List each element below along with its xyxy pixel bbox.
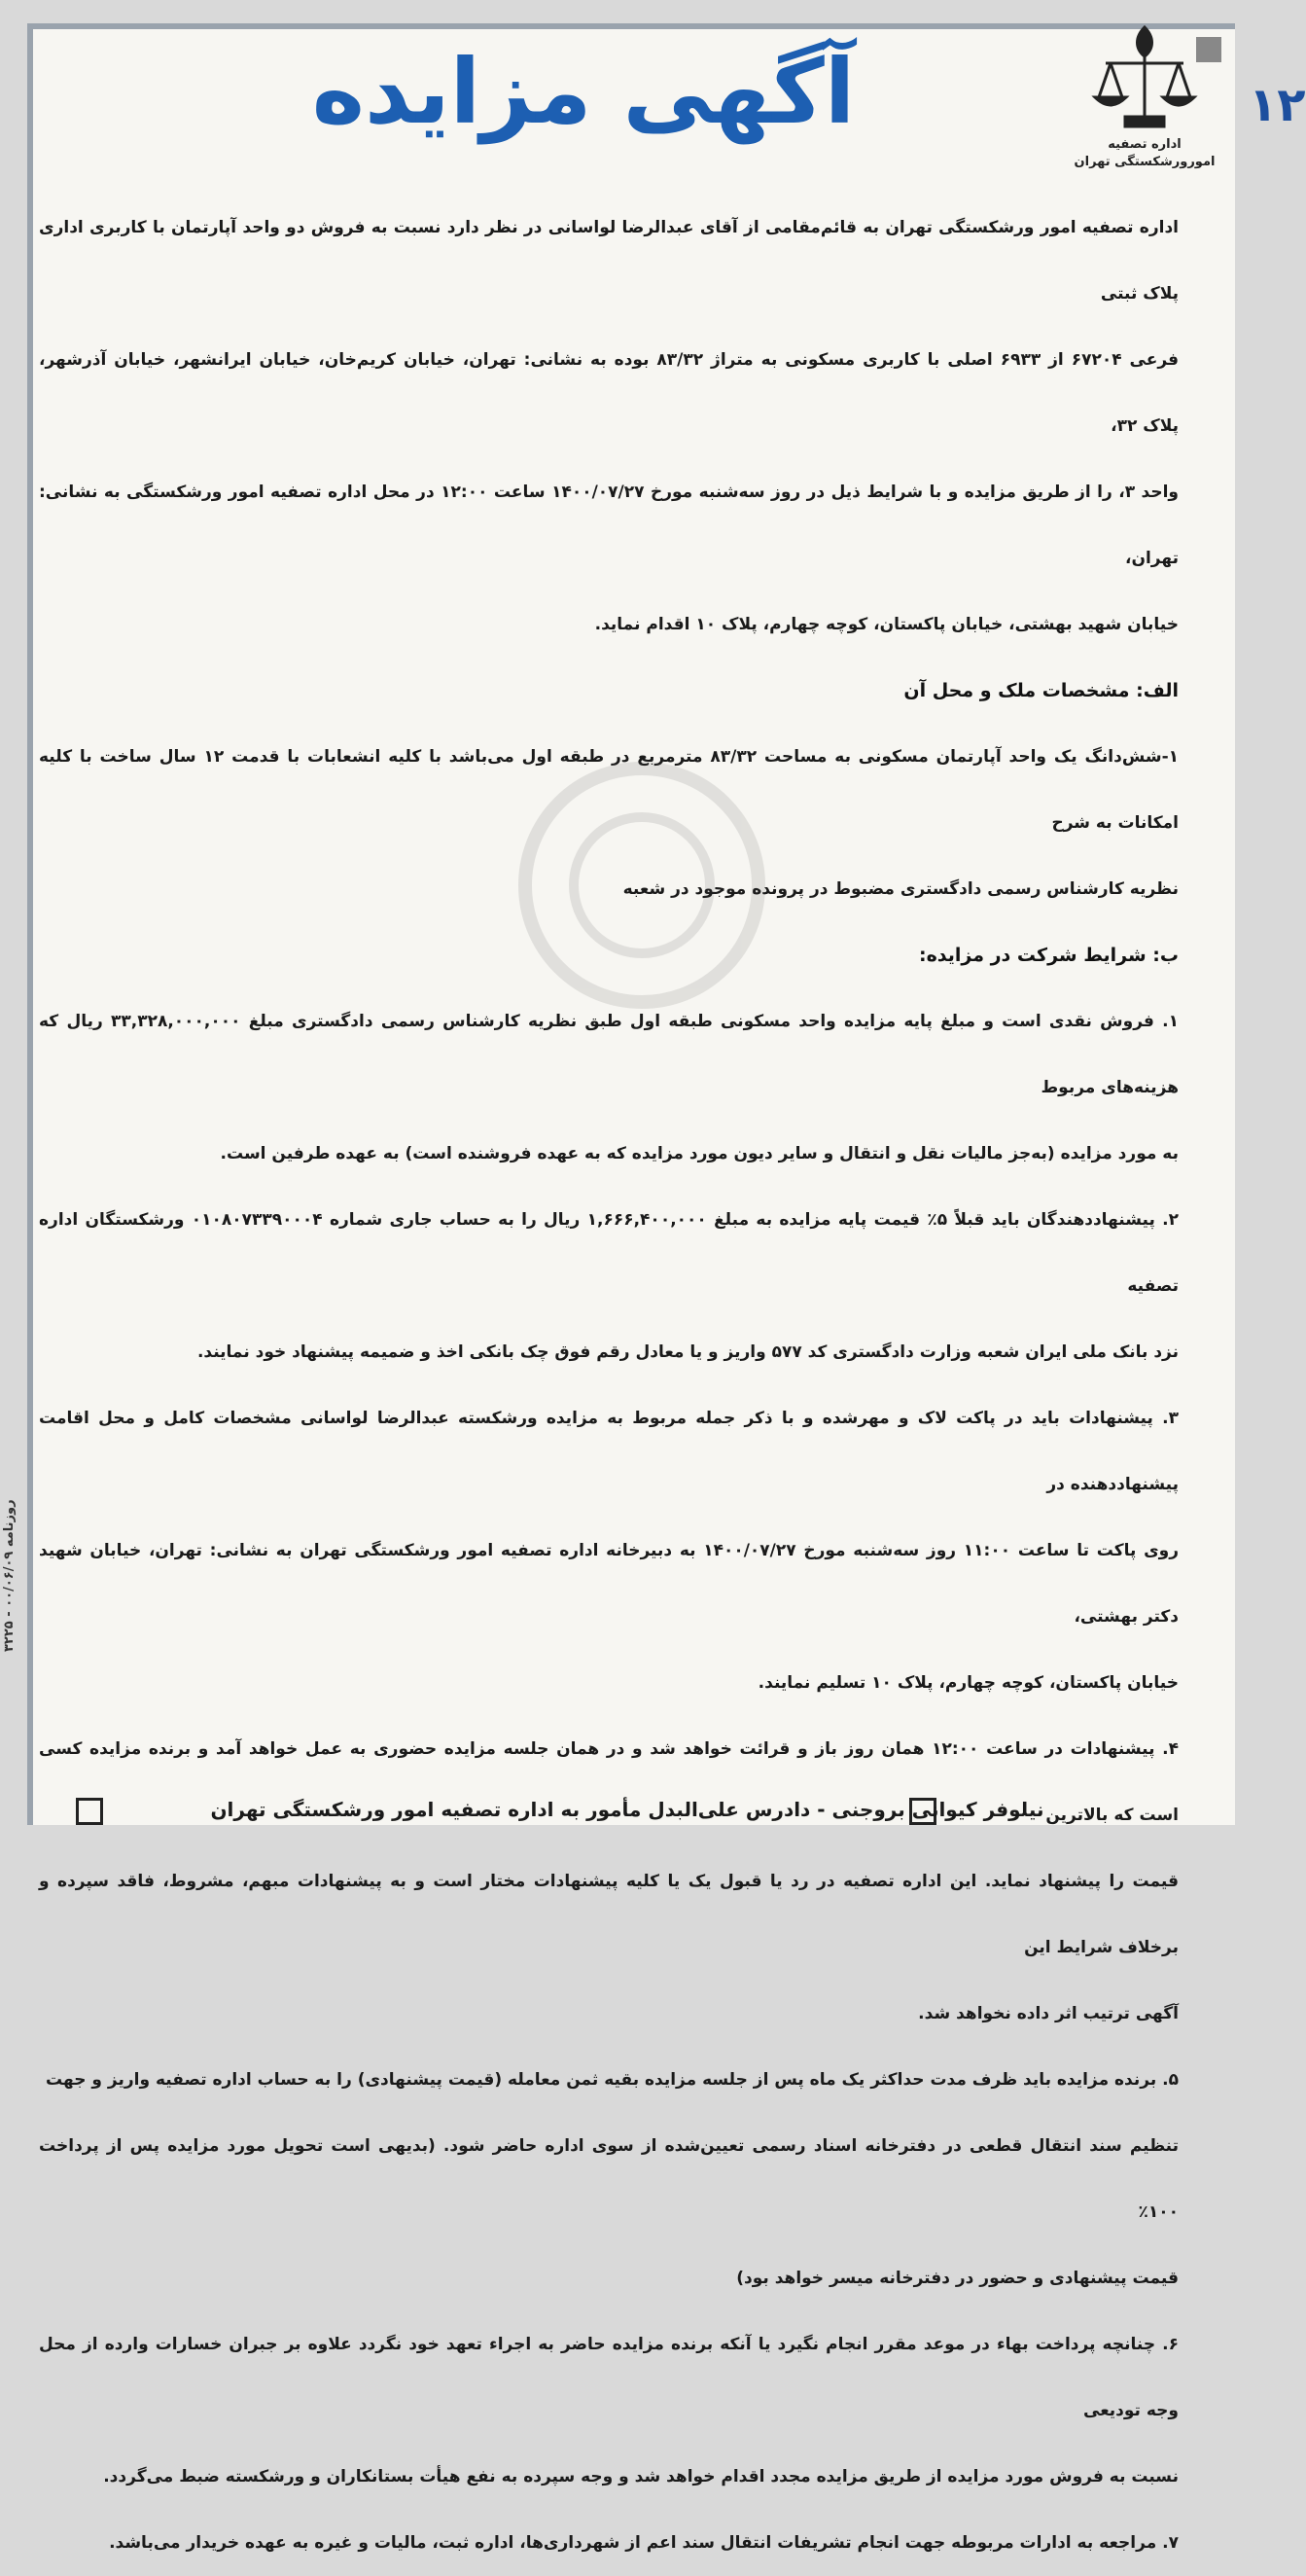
condition-4-line-2: قیمت را پیشنهاد نماید. این اداره تصفیه در رد یا قبول یک یا کلیه پیشنهادات مختار است و به پیشنهادات مبهم، مشروط، فاقد سپرده و برخلاف شرایط این <box>39 1872 1179 1957</box>
judiciary-logo <box>1072 19 1218 185</box>
notice-body <box>39 195 1179 2576</box>
intro-line-2: فرعی ۶۷۲۰۴ از ۶۹۳۳ اصلی با کاربری مسکونی به متراژ ۸۳/۳۲ بوده به نشانی: تهران، خیابان کریم‌خان، خیابان ایرانشهر، خیابان آذرشهر، پلاک ۳۲، <box>39 350 1180 436</box>
condition-5-line-2: تنظیم سند انتقال قطعی در دفترخانه اسناد رسمی تعیین‌شده از سوی اداره حاضر شود. (بدیهی است تحویل مورد مزایده پس از پرداخت ۱۰۰٪ <box>39 2136 1179 2222</box>
condition-2-line-2: نزد بانک ملی ایران شعبه وزارت دادگستری کد ۵۷۷ واریز و یا معادل رقم فوق چک بانکی اخذ و ضمیمه پیشنهاد خود نمایند. <box>196 1342 1179 1362</box>
condition-5-line-1: ۵. برنده مزایده باید ظرف مدت حداکثر یک ماه پس از جلسه مزایده بقیه ثمن معامله (قیمت پیشنهادی) را به حساب اداره تصفیه واریز و جهت <box>46 2070 1179 2090</box>
section-a-line-1: ۱-شش‌دانگ یک واحد آپارتمان مسکونی به مساحت ۸۳/۳۲ مترمربع در طبقه اول می‌باشد با کلیه انشعابات با قدمت ۱۲ سال ساخت با کلیه امکانات به شرح <box>39 747 1180 833</box>
condition-3-line-1: ۳. پیشنهادات باید در پاکت لاک و مهرشده و با ذکر جمله مربوط به مزایده ورشکسته عبدالرضا لواسانی مشخصات کامل و محل اقامت پیشنهاددهنده در <box>39 1409 1179 1494</box>
condition-2-line-1: ۲. پیشنهاددهندگان باید قبلاً ۵٪ قیمت پایه مزایده به مبلغ ۱,۶۶۶,۴۰۰,۰۰۰ ریال را به حساب جاری شماره ۰۱۰۸۰۷۳۳۹۰۰۰۴ ورشکستگان اداره تصفیه <box>39 1210 1179 1296</box>
condition-4-line-1: ۴. پیشنهادات در ساعت ۱۲:۰۰ همان روز باز و قرائت خواهد شد و در همان جلسه مزایده حضوری به عمل خواهد آمد و برنده مزایده کسی است که بالاترین <box>39 1739 1179 1825</box>
condition-4-line-3: آگهی ترتیب اثر داده نخواهد شد. <box>918 2004 1179 2023</box>
condition-5-line-3: قیمت پیشنهادی و حضور در دفترخانه میسر خواهد بود) <box>736 2269 1179 2288</box>
condition-1-line-2: به مورد مزایده (به‌جز مالیات نقل و انتقال و سایر دیون مورد مزایده که به عهده فروشنده است) به عهده طرفین است. <box>220 1144 1179 1163</box>
corner-number: ۱۲ <box>1249 78 1306 132</box>
condition-3-line-2: روی پاکت تا ساعت ۱۱:۰۰ روز سه‌شنبه مورخ ۱۴۰۰/۰۷/۲۷ به دبیرخانه اداره تصفیه امور ورشکستگی تهران به نشانی: تهران، خیابان شهید دکتر بهشتی، <box>39 1541 1179 1627</box>
intro-line-4: خیابان شهید بهشتی، خیابان پاکستان، کوچه چهارم، پلاک ۱۰ اقدام نماید. <box>594 615 1179 634</box>
intro-line-3: واحد ۳، را از طریق مزایده و با شرایط ذیل در روز سه‌شنبه مورخ ۱۴۰۰/۰۷/۲۷ ساعت ۱۲:۰۰ در محل اداره تصفیه امور ورشکستگی به نشانی: تهران، <box>39 483 1179 568</box>
section-b-heading: ب: شرایط شرکت در مزایده: <box>918 945 1179 966</box>
condition-3-line-3: خیابان پاکستان، کوچه چهارم، پلاک ۱۰ تسلیم نمایند. <box>758 1673 1179 1693</box>
condition-6-line-1: ۶. چنانچه پرداخت بهاء در موعد مقرر انجام نگیرد یا آنکه برنده مزایده حاضر به اجراء تعهد خود نگردد علاوه بر جبران خسارات وارده از محل وجه تودیعی <box>39 2335 1179 2420</box>
section-a-line-2: نظریه کارشناس رسمی دادگستری مضبوط در پرونده موجود در شعبه <box>622 879 1179 899</box>
logo-line-1: اداره تصفیه <box>1108 137 1182 152</box>
intro-line-1: اداره تصفیه امور ورشکستگی تهران به قائم‌مقامی از آقای عبدالرضا لواسانی در نظر دارد نسبت به فروش دو واحد آپارتمان با کاربری اداری پلاک ثبتی <box>39 218 1179 304</box>
footer-box-left <box>76 1798 103 1825</box>
condition-6-line-2: نسبت به فروش مورد مزایده از طریق مزایده مجدد اقدام خواهد شد و وجه سپرده به نفع هیأت بستانکاران و ورشکسته ضبط می‌گردد. <box>103 2467 1179 2487</box>
condition-7-line-1: ۷. مراجعه به ادارات مربوطه جهت انجام تشریفات انتقال سند اعم از شهرداری‌ها، اداره ثبت، مالیات و غیره به عهده خریدار می‌باشد. <box>109 2533 1179 2553</box>
section-a-heading: الف: مشخصات ملک و محل آن <box>903 680 1179 701</box>
logo-line-2: امورورشکستگی تهران <box>1074 155 1216 169</box>
notice-title: آگهی مزایده <box>311 40 856 144</box>
footer-signature: نیلوفر کیوانی بروجنی - دادرس علی‌البدل مأمور به اداره تصفیه امور ورشکستگی تهران <box>210 1798 1044 1821</box>
side-publication-note: روزنامه ۰۰/۰۶/۰۹ - ۳۲۲۵ <box>2 1499 17 1653</box>
scales-of-justice-icon <box>1091 19 1198 136</box>
condition-1-line-1: ۱. فروش نقدی است و مبلغ پایه مزایده واحد مسکونی طبقه اول طبق نظریه کارشناس رسمی دادگستری مبلغ ۳۳,۳۲۸,۰۰۰,۰۰۰ ریال که هزینه‌های مربوط <box>39 1012 1180 1097</box>
